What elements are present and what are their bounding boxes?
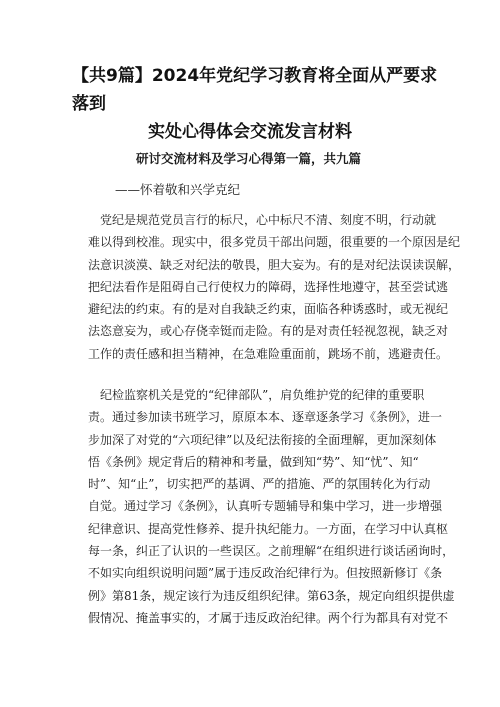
paragraph-line: 悟《条例》规定背后的精神和考量，做到知“势”、知“忧”、知“ (88, 454, 419, 469)
paragraph-line: 纪律意识、提高党性修养、提升执纪能力。一方面，在学习中认真枢 (88, 521, 449, 536)
paragraph-line: 避纪法的约束。有的是对自我缺乏约束，面临各种诱惑时，或无视纪 (88, 302, 449, 317)
paragraph-line: 党纪是规范党员言行的标尺，心中标尺不清、刻度不明，行动就 (100, 213, 437, 227)
paragraph-line: 不如实向组织说明问题”属于违反政治纪律行为。但按照新修订《条 (88, 566, 443, 581)
paragraph-line: 工作的责任感和担当精神，在急难险重面前，跳场不前，逃避责任。 (88, 346, 449, 361)
paragraph-line: 时”、知“止”，切实把严的基调、严的措施、严的氛围转化为行动 (88, 477, 431, 492)
document-title-line-1: 【共9篇】2024年党纪学习教育将全面从严要求落到 (72, 66, 438, 114)
paragraph-line: 假情况、掩盖事实的，才属于违反政治纪律。两个行为都具有对党不 (88, 610, 449, 625)
paragraph-line: 法意识淡漠、缺乏对纪法的敬畏，胆大妄为。有的是对纪法误读误解， (88, 257, 461, 272)
paragraph-line: 纪检监察机关是党的“纪律部队”，肩负维护党的纪律的重要职 (100, 388, 425, 402)
paragraph-line: 法恣意妄为，或心存侥幸铤而走险。有的是对责任轻视忽视，缺乏对 (88, 324, 449, 339)
section-subtitle: ——怀着敬和兴学克纪 (115, 182, 241, 197)
paragraph-line: 把纪法看作是阻碍自己行使权力的障碍，选择性地遵守，甚至尝试逃 (88, 279, 449, 294)
paragraph-line: 每一条，纠正了认识的一些误区。之前理解“在组织进行谈话函询时， (88, 544, 455, 559)
document-title-line-2: 实处心得体会交流发言材料 (148, 122, 352, 142)
paragraph-line: 例》第81条，规定该行为违反组织纪律。第63条，规定向组织提供虚 (88, 588, 455, 603)
body-paragraph-2 (88, 384, 455, 629)
body-paragraph-1 (88, 209, 461, 365)
paragraph-line: 步加深了对党的“六项纪律”以及纪法衔接的全面理解，更加深刻体 (88, 432, 437, 447)
paragraph-line: 自觉。通过学习《条例》，认真听专题辅导和集中学习，进一步增强 (88, 499, 443, 514)
paragraph-line: 难以得到校准。现实中，很多党员干部出问题，很重要的一个原因是纪 (88, 235, 461, 250)
section-heading: 研讨交流材料及学习心得第一篇，共九篇 (136, 151, 362, 166)
document-title (72, 62, 452, 146)
paragraph-line: 责。通过参加读书班学习，原原本本、逐章逐条学习《条例》，进一 (88, 410, 443, 425)
